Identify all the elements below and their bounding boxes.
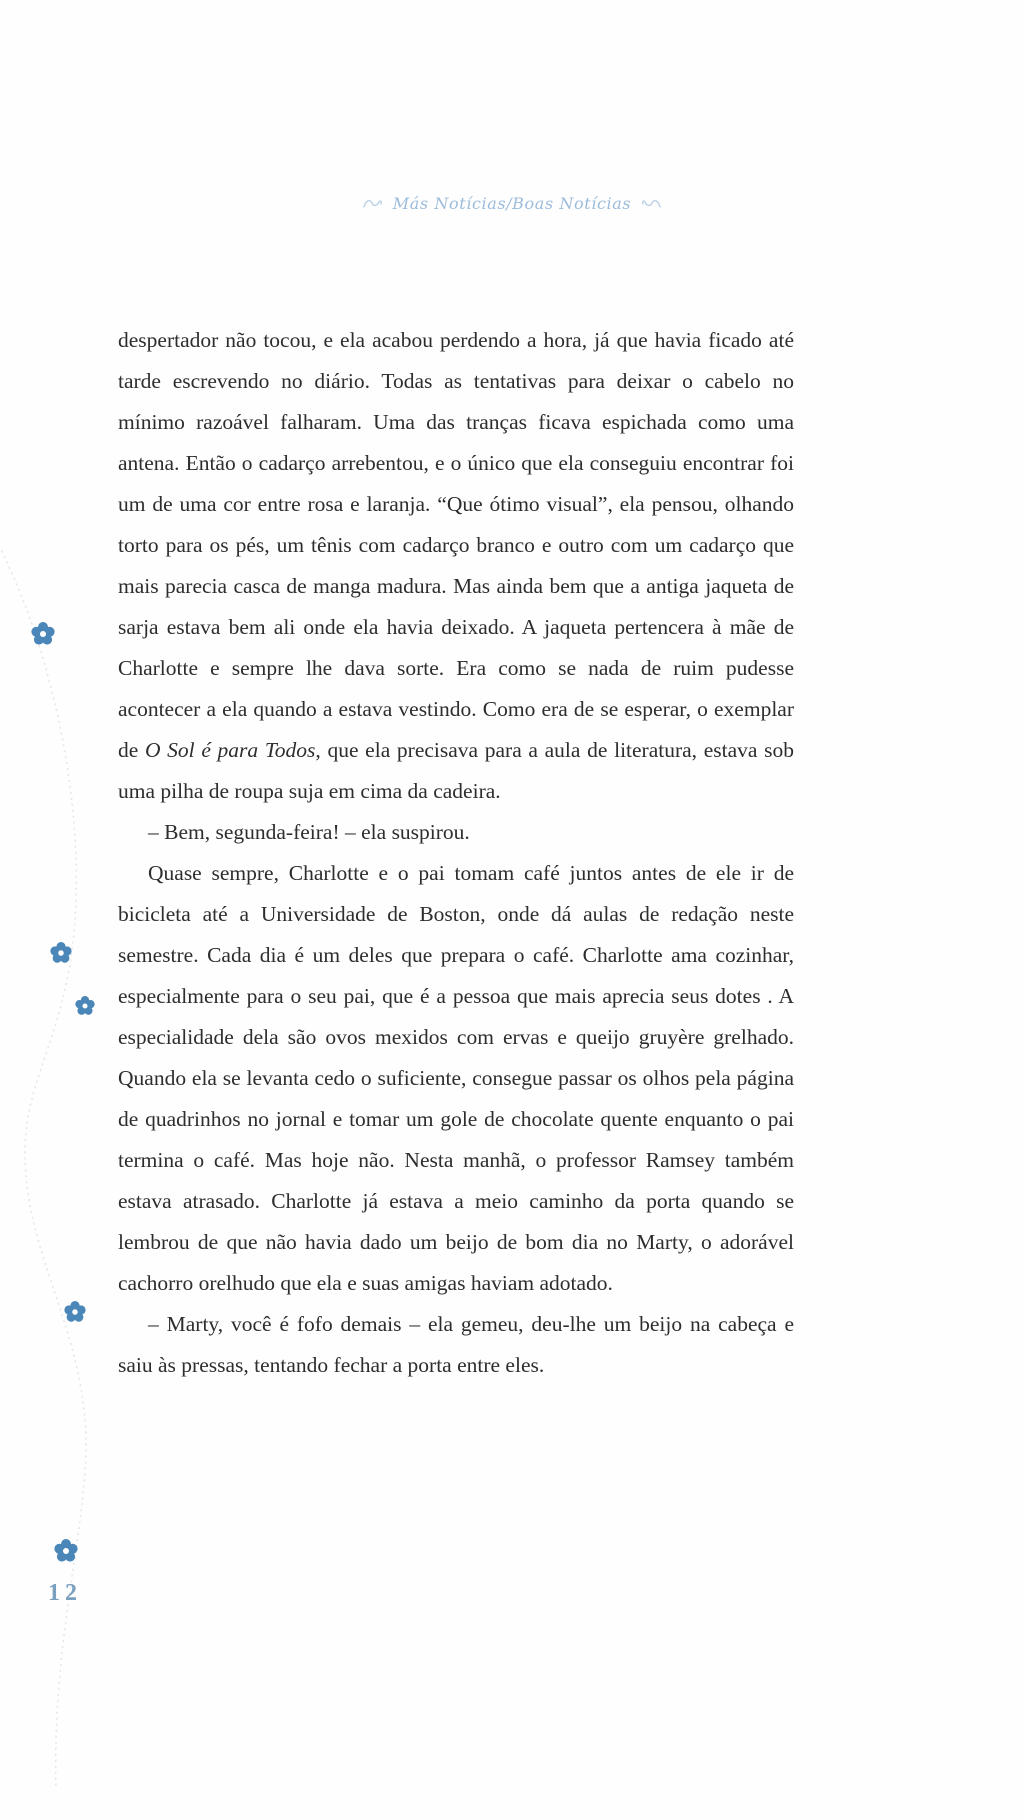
flower-icon (54, 1539, 78, 1563)
book-title-reference: O Sol é para Todos (144, 738, 316, 762)
flower-icon (50, 942, 72, 964)
flower-icon (75, 996, 95, 1016)
flower-icon (64, 1301, 86, 1323)
paragraph (118, 320, 794, 812)
page-number: 12 (48, 1580, 82, 1606)
paragraph-text: Quase sempre, Charlotte e o pai tomam café juntos antes de ele ir de bicicleta até a Universidade de Boston, onde dá aulas de redação neste semestre. Cada dia é um deles que prepara o café. Charlotte ama cozinhar, especialmente para o seu pai, que é a pessoa que mais aprecia seus dotes . A especialidade dela são ovos mexidos com ervas e queijo gruyère grelhado. Quando ela se levanta cedo o suficiente, consegue passar os olhos pela página de quadrinhos no jornal e tomar um gole de chocolate quente enquanto o pai termina o café. Mas hoje não. Nesta manhã, o professor Ramsey também estava atrasado. Charlotte já estava a meio caminho da porta quando se lembrou de que não havia dado um beijo de bom dia no Marty, o adorável cachorro orelhudo que ela e suas amigas haviam adotado. (118, 861, 794, 1295)
paragraph-text: despertador não tocou, e ela acabou perdendo a hora, já que havia ficado até tarde escrevendo no diário. Todas as tentativas para deixar o cabelo no mínimo razoável falharam. Uma das tranças ficava espichada como uma antena. Então o cadarço arrebentou, e o único que ela conseguiu encontrar foi um de uma cor entre rosa e laranja. “Que ótimo visual”, ela pensou, olhando torto para os pés, um tênis com cadarço branco e outro com um cadarço que mais parecia casca de manga madura. Mas ainda bem que a antiga jaqueta de sarja estava bem ali onde ela havia deixado. A jaqueta pertencera à mãe de Charlotte e sempre lhe dava sorte. Era como se nada de ruim pudesse acontecer a ela quando a estava vestindo. Como era de se esperar, o exemplar de (118, 328, 794, 762)
flower-icon (31, 622, 55, 646)
paragraph-text: – Bem, segunda-feira! – ela suspirou. (148, 820, 470, 844)
book-title-header: Más Notícias/Boas Notícias (392, 194, 632, 213)
header-ornament-right-icon (641, 197, 661, 211)
paragraph (118, 1304, 794, 1386)
paragraph (118, 812, 794, 853)
paragraph-text: – Marty, você é fofo demais – ela gemeu, deu-lhe um beijo na cabeça e saiu às pressas, tentando fechar a porta entre eles. (118, 1312, 794, 1377)
running-header (0, 194, 1024, 213)
paragraph (118, 853, 794, 1304)
text-block (118, 320, 794, 1386)
paragraph-text: , que ela precisava para a aula de literatura, estava sob uma pilha de roupa suja em cima da cadeira. (118, 738, 794, 803)
header-ornament-left-icon (363, 197, 383, 211)
